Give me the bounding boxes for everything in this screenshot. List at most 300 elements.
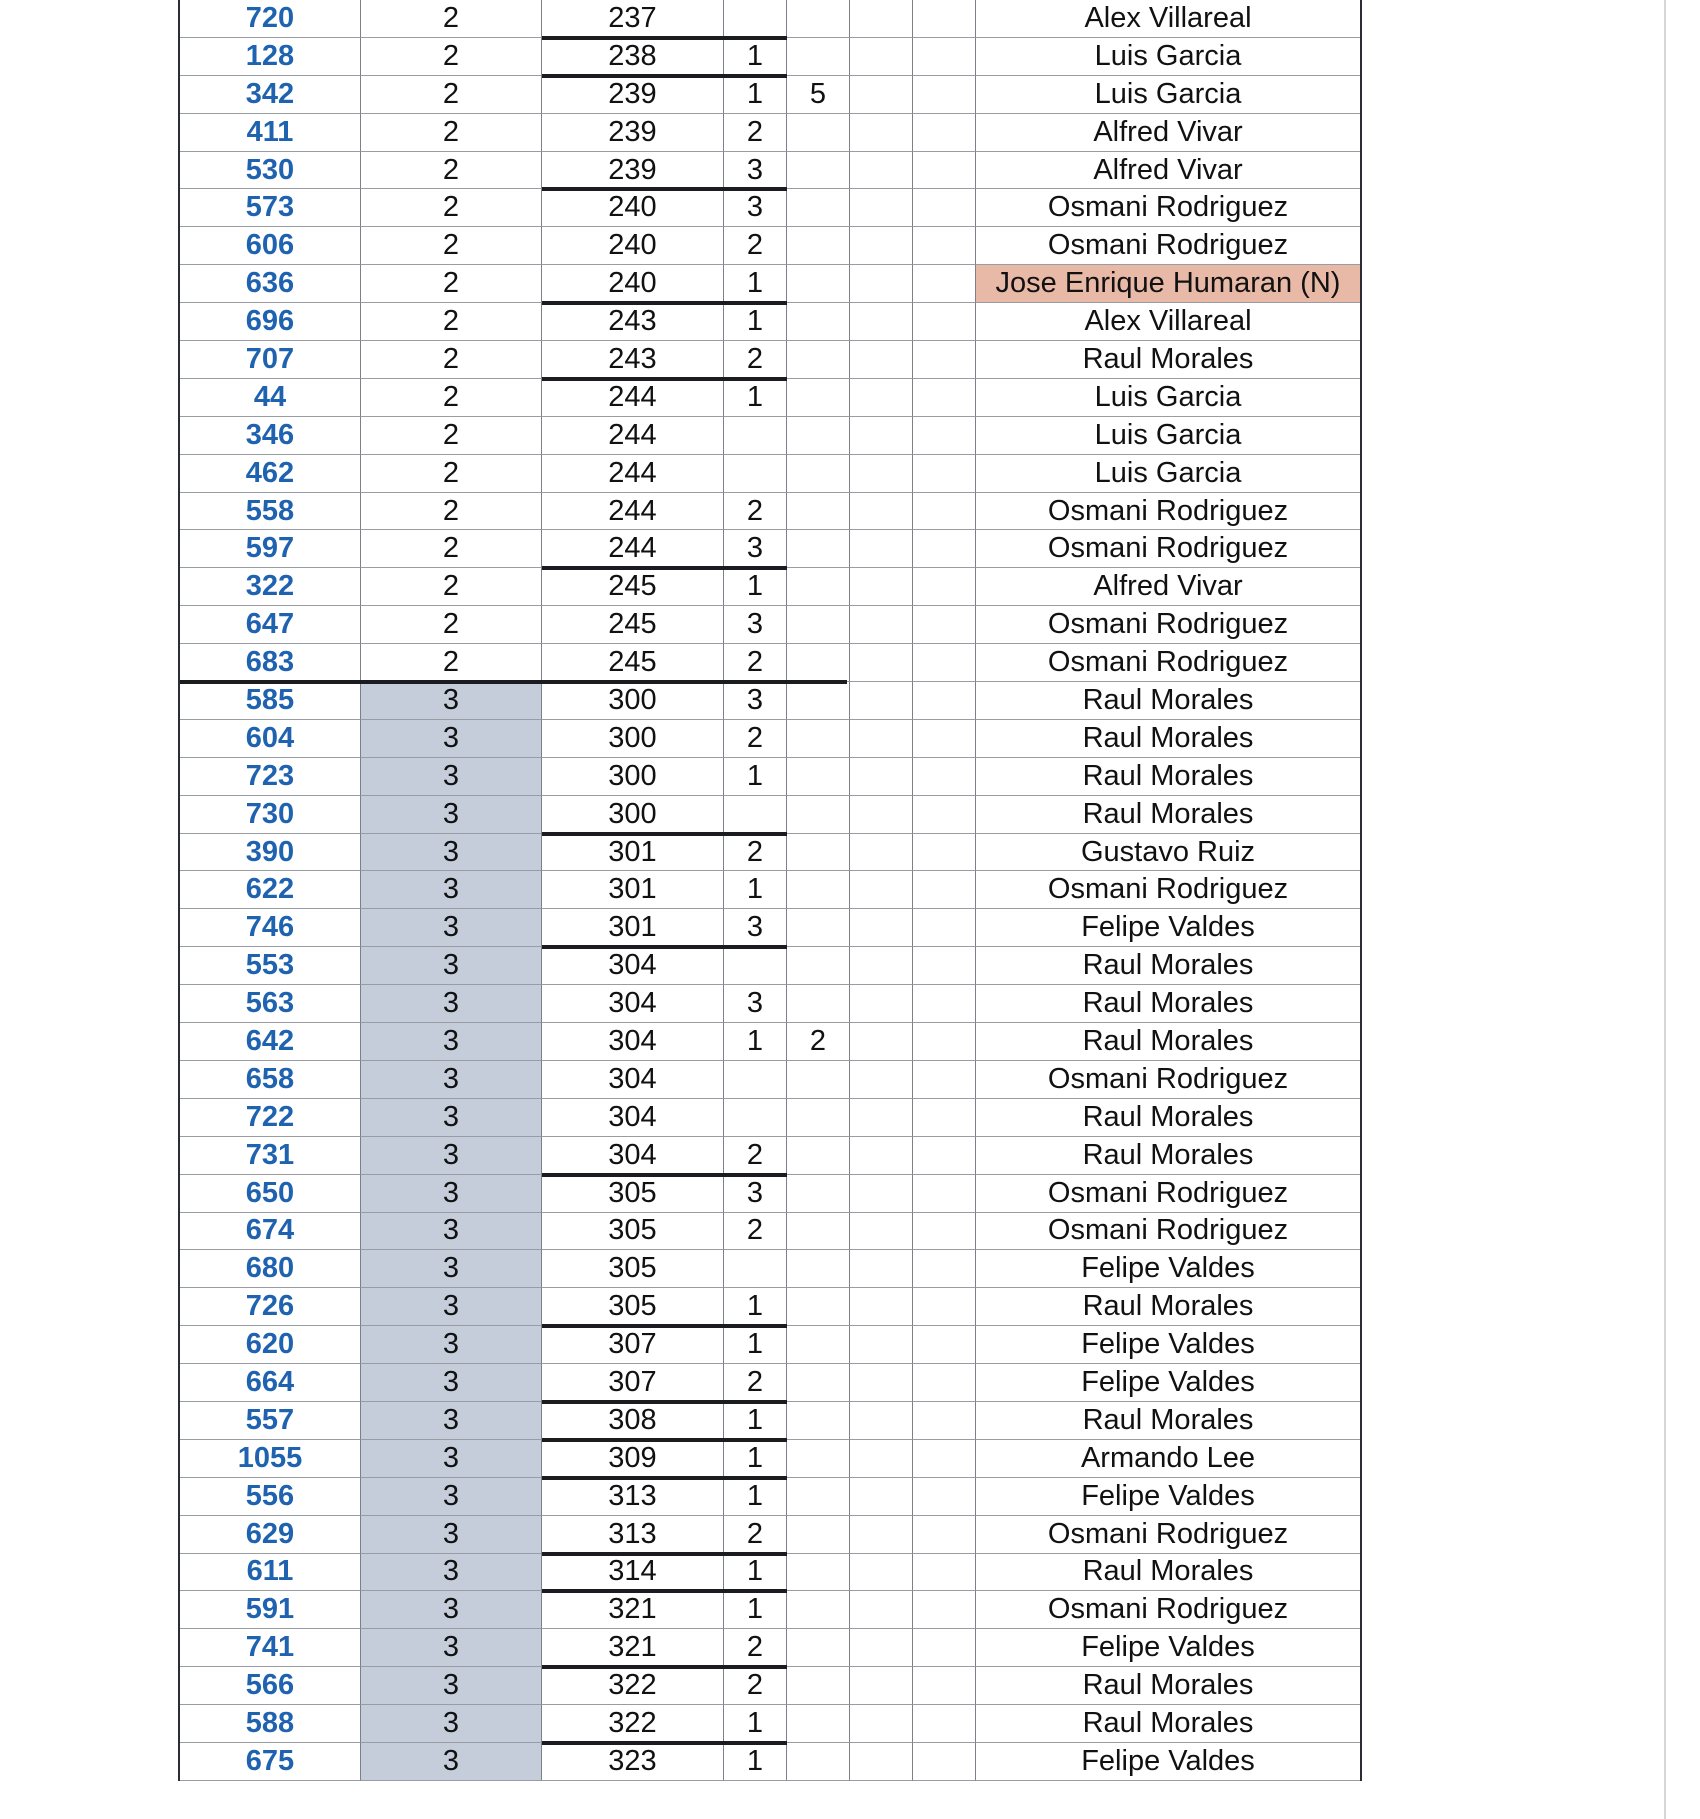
empty-cell bbox=[913, 1175, 976, 1213]
empty-cell bbox=[913, 871, 976, 909]
empty-cell bbox=[850, 114, 913, 152]
record-id-cell: 606 bbox=[180, 227, 361, 265]
extra-cell bbox=[787, 1743, 850, 1781]
extra-cell bbox=[787, 1554, 850, 1592]
name-cell: Raul Morales bbox=[976, 1667, 1360, 1705]
room-cell: 240 bbox=[542, 265, 724, 303]
room-cell: 304 bbox=[542, 1023, 724, 1061]
extra-cell bbox=[787, 227, 850, 265]
bed-cell: 2 bbox=[724, 227, 787, 265]
empty-cell bbox=[913, 834, 976, 872]
room-cell: 240 bbox=[542, 189, 724, 227]
bed-cell: 2 bbox=[724, 720, 787, 758]
bed-cell bbox=[724, 455, 787, 493]
table-row bbox=[180, 265, 1360, 303]
empty-cell bbox=[850, 1175, 913, 1213]
table-row bbox=[180, 1213, 1360, 1251]
extra-cell bbox=[787, 1061, 850, 1099]
floor-cell: 3 bbox=[361, 758, 542, 796]
name-cell: Luis Garcia bbox=[976, 379, 1360, 417]
extra-cell bbox=[787, 493, 850, 531]
empty-cell bbox=[913, 1061, 976, 1099]
extra-cell bbox=[787, 1705, 850, 1743]
record-id-cell: 390 bbox=[180, 834, 361, 872]
record-id-cell: 411 bbox=[180, 114, 361, 152]
table-row bbox=[180, 0, 1360, 38]
bed-cell: 1 bbox=[724, 265, 787, 303]
floor-cell: 3 bbox=[361, 834, 542, 872]
extra-cell bbox=[787, 152, 850, 190]
empty-cell bbox=[913, 947, 976, 985]
room-cell: 245 bbox=[542, 568, 724, 606]
room-cell: 301 bbox=[542, 871, 724, 909]
record-id-cell: 553 bbox=[180, 947, 361, 985]
room-cell: 309 bbox=[542, 1440, 724, 1478]
room-cell: 301 bbox=[542, 834, 724, 872]
floor-cell: 2 bbox=[361, 152, 542, 190]
room-cell: 237 bbox=[542, 0, 724, 38]
bed-cell: 3 bbox=[724, 152, 787, 190]
extra-cell bbox=[787, 0, 850, 38]
floor-cell: 2 bbox=[361, 379, 542, 417]
empty-cell bbox=[850, 455, 913, 493]
table-row bbox=[180, 909, 1360, 947]
bed-cell: 1 bbox=[724, 1402, 787, 1440]
empty-cell bbox=[850, 606, 913, 644]
record-id-cell: 658 bbox=[180, 1061, 361, 1099]
record-id-cell: 128 bbox=[180, 38, 361, 76]
name-cell: Osmani Rodriguez bbox=[976, 606, 1360, 644]
bed-cell: 3 bbox=[724, 682, 787, 720]
name-cell: Luis Garcia bbox=[976, 38, 1360, 76]
empty-cell bbox=[850, 1023, 913, 1061]
table-row bbox=[180, 227, 1360, 265]
empty-cell bbox=[850, 796, 913, 834]
floor-cell: 2 bbox=[361, 417, 542, 455]
name-cell: Raul Morales bbox=[976, 341, 1360, 379]
floor-cell: 2 bbox=[361, 644, 542, 682]
extra-cell bbox=[787, 417, 850, 455]
empty-cell bbox=[913, 303, 976, 341]
name-cell: Felipe Valdes bbox=[976, 1478, 1360, 1516]
bed-cell: 2 bbox=[724, 1667, 787, 1705]
empty-cell bbox=[913, 1326, 976, 1364]
table-row bbox=[180, 871, 1360, 909]
record-id-cell: 720 bbox=[180, 0, 361, 38]
bed-cell: 2 bbox=[724, 341, 787, 379]
record-id-cell: 726 bbox=[180, 1288, 361, 1326]
bed-cell: 1 bbox=[724, 1023, 787, 1061]
empty-cell bbox=[913, 720, 976, 758]
room-cell: 322 bbox=[542, 1667, 724, 1705]
room-cell: 305 bbox=[542, 1288, 724, 1326]
record-id-cell: 585 bbox=[180, 682, 361, 720]
record-id-cell: 556 bbox=[180, 1478, 361, 1516]
bed-cell bbox=[724, 947, 787, 985]
name-cell: Gustavo Ruiz bbox=[976, 834, 1360, 872]
extra-cell bbox=[787, 1516, 850, 1554]
empty-cell bbox=[913, 493, 976, 531]
bed-cell bbox=[724, 417, 787, 455]
empty-cell bbox=[913, 606, 976, 644]
floor-cell: 2 bbox=[361, 455, 542, 493]
table-row bbox=[180, 947, 1360, 985]
record-id-cell: 563 bbox=[180, 985, 361, 1023]
table-row bbox=[180, 38, 1360, 76]
table-row bbox=[180, 796, 1360, 834]
bed-cell: 2 bbox=[724, 1364, 787, 1402]
room-cell: 313 bbox=[542, 1478, 724, 1516]
name-cell: Felipe Valdes bbox=[976, 1326, 1360, 1364]
floor-cell: 3 bbox=[361, 871, 542, 909]
room-cell: 321 bbox=[542, 1629, 724, 1667]
empty-cell bbox=[913, 0, 976, 38]
bed-cell: 1 bbox=[724, 1705, 787, 1743]
empty-cell bbox=[850, 417, 913, 455]
empty-cell bbox=[850, 1554, 913, 1592]
empty-cell bbox=[913, 1099, 976, 1137]
bed-cell: 3 bbox=[724, 1175, 787, 1213]
name-cell: Felipe Valdes bbox=[976, 1629, 1360, 1667]
extra-cell bbox=[787, 1250, 850, 1288]
name-cell: Raul Morales bbox=[976, 1023, 1360, 1061]
empty-cell bbox=[913, 758, 976, 796]
room-cell: 239 bbox=[542, 76, 724, 114]
bed-cell: 2 bbox=[724, 114, 787, 152]
extra-cell bbox=[787, 796, 850, 834]
bed-cell: 1 bbox=[724, 379, 787, 417]
room-cell: 244 bbox=[542, 455, 724, 493]
bed-cell: 2 bbox=[724, 1629, 787, 1667]
name-cell: Alfred Vivar bbox=[976, 568, 1360, 606]
extra-cell bbox=[787, 114, 850, 152]
empty-cell bbox=[850, 341, 913, 379]
floor-cell: 2 bbox=[361, 76, 542, 114]
empty-cell bbox=[913, 1478, 976, 1516]
room-cell: 313 bbox=[542, 1516, 724, 1554]
room-cell: 240 bbox=[542, 227, 724, 265]
empty-cell bbox=[850, 1137, 913, 1175]
table-row bbox=[180, 455, 1360, 493]
floor-cell: 2 bbox=[361, 265, 542, 303]
empty-cell bbox=[850, 1213, 913, 1251]
spreadsheet-table bbox=[178, 0, 1362, 1781]
extra-cell bbox=[787, 379, 850, 417]
bed-cell: 2 bbox=[724, 834, 787, 872]
record-id-cell: 680 bbox=[180, 1250, 361, 1288]
record-id-cell: 622 bbox=[180, 871, 361, 909]
name-cell: Luis Garcia bbox=[976, 417, 1360, 455]
table-row bbox=[180, 1137, 1360, 1175]
bed-cell: 2 bbox=[724, 1516, 787, 1554]
empty-cell bbox=[913, 189, 976, 227]
record-id-cell: 1055 bbox=[180, 1440, 361, 1478]
room-cell: 304 bbox=[542, 1137, 724, 1175]
bed-cell: 3 bbox=[724, 909, 787, 947]
name-cell: Osmani Rodriguez bbox=[976, 644, 1360, 682]
floor-cell: 3 bbox=[361, 1099, 542, 1137]
name-cell: Alex Villareal bbox=[976, 303, 1360, 341]
floor-cell: 3 bbox=[361, 1137, 542, 1175]
bed-cell: 3 bbox=[724, 606, 787, 644]
table-row bbox=[180, 1440, 1360, 1478]
name-cell: Osmani Rodriguez bbox=[976, 1175, 1360, 1213]
bed-cell bbox=[724, 1099, 787, 1137]
floor-cell: 3 bbox=[361, 1478, 542, 1516]
extra-cell bbox=[787, 303, 850, 341]
floor-cell: 3 bbox=[361, 682, 542, 720]
extra-cell bbox=[787, 1402, 850, 1440]
room-cell: 301 bbox=[542, 909, 724, 947]
empty-cell bbox=[913, 1364, 976, 1402]
extra-cell bbox=[787, 530, 850, 568]
name-cell: Osmani Rodriguez bbox=[976, 1516, 1360, 1554]
table-row bbox=[180, 493, 1360, 531]
empty-cell bbox=[913, 530, 976, 568]
room-cell: 304 bbox=[542, 985, 724, 1023]
table-row bbox=[180, 1402, 1360, 1440]
empty-cell bbox=[913, 1516, 976, 1554]
table-row bbox=[180, 568, 1360, 606]
extra-cell bbox=[787, 1175, 850, 1213]
floor-cell: 3 bbox=[361, 1554, 542, 1592]
extra-cell bbox=[787, 1288, 850, 1326]
floor-cell: 3 bbox=[361, 985, 542, 1023]
record-id-cell: 674 bbox=[180, 1213, 361, 1251]
record-id-cell: 462 bbox=[180, 455, 361, 493]
extra-cell bbox=[787, 1099, 850, 1137]
room-cell: 314 bbox=[542, 1554, 724, 1592]
name-cell: Alfred Vivar bbox=[976, 114, 1360, 152]
bed-cell bbox=[724, 0, 787, 38]
room-cell: 307 bbox=[542, 1364, 724, 1402]
table-row bbox=[180, 1326, 1360, 1364]
record-id-cell: 723 bbox=[180, 758, 361, 796]
empty-cell bbox=[850, 1705, 913, 1743]
bed-cell: 2 bbox=[724, 493, 787, 531]
table-row bbox=[180, 1478, 1360, 1516]
name-cell: Raul Morales bbox=[976, 682, 1360, 720]
record-id-cell: 650 bbox=[180, 1175, 361, 1213]
name-cell: Raul Morales bbox=[976, 758, 1360, 796]
table-row bbox=[180, 1288, 1360, 1326]
record-id-cell: 746 bbox=[180, 909, 361, 947]
name-cell: Raul Morales bbox=[976, 1099, 1360, 1137]
table-row bbox=[180, 1023, 1360, 1061]
name-cell: Raul Morales bbox=[976, 796, 1360, 834]
empty-cell bbox=[850, 1629, 913, 1667]
extra-cell bbox=[787, 341, 850, 379]
empty-cell bbox=[913, 985, 976, 1023]
record-id-cell: 588 bbox=[180, 1705, 361, 1743]
bed-cell: 3 bbox=[724, 985, 787, 1023]
empty-cell bbox=[850, 265, 913, 303]
name-cell: Raul Morales bbox=[976, 947, 1360, 985]
name-cell: Luis Garcia bbox=[976, 76, 1360, 114]
extra-cell bbox=[787, 455, 850, 493]
table-row bbox=[180, 682, 1360, 720]
table-row bbox=[180, 606, 1360, 644]
record-id-cell: 44 bbox=[180, 379, 361, 417]
empty-cell bbox=[850, 1402, 913, 1440]
bed-cell: 1 bbox=[724, 1743, 787, 1781]
room-cell: 307 bbox=[542, 1326, 724, 1364]
floor-cell: 2 bbox=[361, 0, 542, 38]
floor-cell: 3 bbox=[361, 1061, 542, 1099]
record-id-cell: 597 bbox=[180, 530, 361, 568]
name-cell: Raul Morales bbox=[976, 985, 1360, 1023]
extra-cell bbox=[787, 947, 850, 985]
floor-cell: 3 bbox=[361, 1705, 542, 1743]
floor-cell: 2 bbox=[361, 303, 542, 341]
record-id-cell: 573 bbox=[180, 189, 361, 227]
empty-cell bbox=[850, 758, 913, 796]
empty-cell bbox=[850, 379, 913, 417]
empty-cell bbox=[913, 1023, 976, 1061]
room-cell: 243 bbox=[542, 303, 724, 341]
room-cell: 305 bbox=[542, 1213, 724, 1251]
name-cell: Osmani Rodriguez bbox=[976, 1591, 1360, 1629]
extra-cell bbox=[787, 568, 850, 606]
floor-cell: 3 bbox=[361, 947, 542, 985]
empty-cell bbox=[850, 227, 913, 265]
empty-cell bbox=[913, 1629, 976, 1667]
table-row bbox=[180, 985, 1360, 1023]
extra-cell bbox=[787, 644, 850, 682]
record-id-cell: 741 bbox=[180, 1629, 361, 1667]
bed-cell: 1 bbox=[724, 1288, 787, 1326]
room-cell: 305 bbox=[542, 1175, 724, 1213]
record-id-cell: 664 bbox=[180, 1364, 361, 1402]
empty-cell bbox=[913, 152, 976, 190]
room-cell: 300 bbox=[542, 682, 724, 720]
table-row bbox=[180, 114, 1360, 152]
empty-cell bbox=[913, 1250, 976, 1288]
name-cell: Felipe Valdes bbox=[976, 1250, 1360, 1288]
empty-cell bbox=[850, 1516, 913, 1554]
table-row bbox=[180, 1629, 1360, 1667]
empty-cell bbox=[850, 76, 913, 114]
empty-cell bbox=[850, 303, 913, 341]
name-cell: Alex Villareal bbox=[976, 0, 1360, 38]
room-cell: 322 bbox=[542, 1705, 724, 1743]
record-id-cell: 696 bbox=[180, 303, 361, 341]
floor-cell: 3 bbox=[361, 1440, 542, 1478]
bed-cell: 3 bbox=[724, 189, 787, 227]
bed-cell: 1 bbox=[724, 303, 787, 341]
table-row bbox=[180, 1591, 1360, 1629]
room-cell: 300 bbox=[542, 758, 724, 796]
extra-cell bbox=[787, 1478, 850, 1516]
room-cell: 244 bbox=[542, 417, 724, 455]
name-cell: Raul Morales bbox=[976, 1288, 1360, 1326]
floor-cell: 2 bbox=[361, 189, 542, 227]
record-id-cell: 647 bbox=[180, 606, 361, 644]
empty-cell bbox=[913, 644, 976, 682]
record-id-cell: 557 bbox=[180, 1402, 361, 1440]
empty-cell bbox=[913, 909, 976, 947]
name-cell: Felipe Valdes bbox=[976, 1743, 1360, 1781]
empty-cell bbox=[850, 530, 913, 568]
empty-cell bbox=[913, 1743, 976, 1781]
record-id-cell: 620 bbox=[180, 1326, 361, 1364]
empty-cell bbox=[850, 1326, 913, 1364]
floor-cell: 2 bbox=[361, 493, 542, 531]
bed-cell: 1 bbox=[724, 1478, 787, 1516]
table-row bbox=[180, 530, 1360, 568]
floor-cell: 3 bbox=[361, 909, 542, 947]
empty-cell bbox=[850, 1099, 913, 1137]
table-row bbox=[180, 417, 1360, 455]
bed-cell bbox=[724, 796, 787, 834]
empty-cell bbox=[850, 1591, 913, 1629]
name-cell: Raul Morales bbox=[976, 1137, 1360, 1175]
floor-cell: 2 bbox=[361, 530, 542, 568]
empty-cell bbox=[913, 1402, 976, 1440]
empty-cell bbox=[850, 1743, 913, 1781]
table-row bbox=[180, 1099, 1360, 1137]
room-cell: 238 bbox=[542, 38, 724, 76]
extra-cell bbox=[787, 1667, 850, 1705]
empty-cell bbox=[850, 909, 913, 947]
empty-cell bbox=[850, 0, 913, 38]
empty-cell bbox=[913, 1667, 976, 1705]
empty-cell bbox=[913, 227, 976, 265]
bed-cell: 1 bbox=[724, 1440, 787, 1478]
name-cell: Osmani Rodriguez bbox=[976, 1213, 1360, 1251]
record-id-cell: 731 bbox=[180, 1137, 361, 1175]
table-row bbox=[180, 1705, 1360, 1743]
empty-cell bbox=[850, 38, 913, 76]
room-cell: 321 bbox=[542, 1591, 724, 1629]
record-id-cell: 346 bbox=[180, 417, 361, 455]
floor-cell: 3 bbox=[361, 1288, 542, 1326]
empty-cell bbox=[850, 720, 913, 758]
extra-cell bbox=[787, 985, 850, 1023]
extra-cell bbox=[787, 1137, 850, 1175]
name-cell: Armando Lee bbox=[976, 1440, 1360, 1478]
name-cell: Osmani Rodriguez bbox=[976, 493, 1360, 531]
name-cell: Raul Morales bbox=[976, 1705, 1360, 1743]
bed-cell: 3 bbox=[724, 530, 787, 568]
empty-cell bbox=[850, 152, 913, 190]
empty-cell bbox=[913, 417, 976, 455]
bed-cell: 2 bbox=[724, 644, 787, 682]
extra-cell bbox=[787, 1440, 850, 1478]
record-id-cell: 629 bbox=[180, 1516, 361, 1554]
bed-cell: 2 bbox=[724, 1213, 787, 1251]
empty-cell bbox=[913, 1137, 976, 1175]
floor-cell: 3 bbox=[361, 1023, 542, 1061]
empty-cell bbox=[913, 341, 976, 379]
table-row bbox=[180, 1667, 1360, 1705]
bed-cell: 2 bbox=[724, 1137, 787, 1175]
empty-cell bbox=[913, 568, 976, 606]
name-cell: Jose Enrique Humaran (N) bbox=[976, 265, 1360, 303]
empty-cell bbox=[913, 682, 976, 720]
table-row bbox=[180, 1554, 1360, 1592]
extra-cell bbox=[787, 909, 850, 947]
table-row bbox=[180, 1175, 1360, 1213]
floor-cell: 3 bbox=[361, 1250, 542, 1288]
record-id-cell: 342 bbox=[180, 76, 361, 114]
empty-cell bbox=[913, 1705, 976, 1743]
extra-cell bbox=[787, 1629, 850, 1667]
empty-cell bbox=[913, 76, 976, 114]
table-row bbox=[180, 1743, 1360, 1781]
floor-cell: 3 bbox=[361, 1743, 542, 1781]
table-row bbox=[180, 152, 1360, 190]
